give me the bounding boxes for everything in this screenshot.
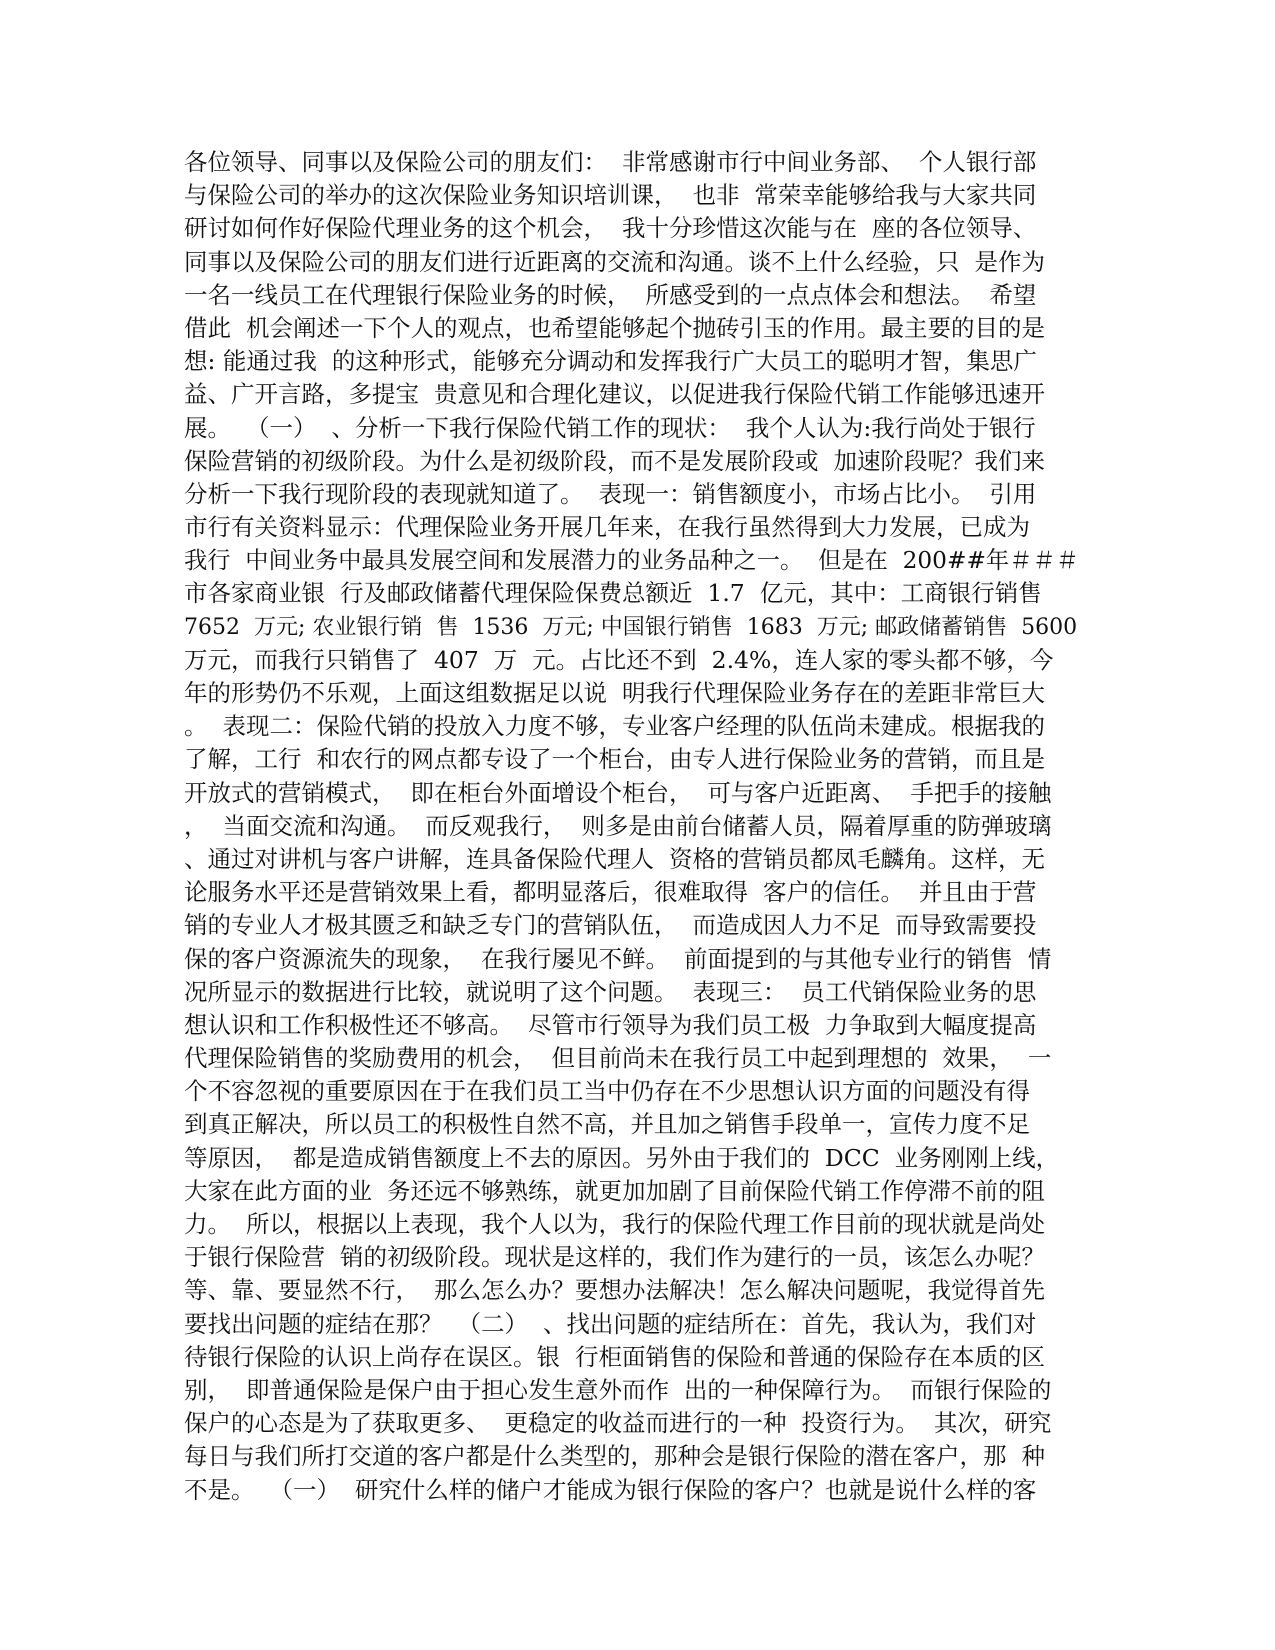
text-line: 要找出问题的症结在那？ （二） 、找出问题的症结所在：首先，我认为，我们对 (184, 1309, 1037, 1338)
text-line: 于银行保险营 销的初级阶段。现状是这样的，我们作为建行的一员，该怎么办呢？ (184, 1243, 1045, 1272)
text-line: ， 当面交流和沟通。 而反观我行， 则多是由前台储蓄人员，隔着厚重的防弹玻璃 (184, 811, 1052, 840)
text-line: 开放式的营销模式， 即在柜台外面增设个柜台， 可与客户近距离、 手把手的接触 (184, 778, 1052, 807)
text-line: 别， 即普通保险是保户由于担心发生意外而作 出的一种保障行为。 而银行保险的 (184, 1375, 1052, 1404)
text-line: 借此 机会阐述一下个人的观点，也希望能够起个抛砖引玉的作用。最主要的目的是 (184, 313, 1045, 342)
text-line: 况所显示的数据进行比较，就说明了这个问题。 表现三： 员工代销保险业务的思 (184, 977, 1037, 1006)
text-line: 等原因， 都是造成销售额度上不去的原因。另外由于我们的 DCC 业务刚刚上线， (184, 1143, 1060, 1172)
text-line: 想: 能通过我 的这种形式，能够充分调动和发挥我行广大员工的聪明才智，集思广 (184, 347, 1037, 376)
text-line: 7652 万元; 农业银行销 售 1536 万元; 中国银行销售 1683 万元; 邮政储蓄销售 5600 (184, 614, 1078, 640)
text-line: 想认识和工作积极性还不够高。 尽管市行领导为我们员工极 力争取到大幅度提高 (184, 1010, 1037, 1039)
text-line: 了解，工行 和农行的网点都专设了一个柜台，由专人进行保险业务的营销，而且是 (184, 745, 1045, 774)
text-line: 同事以及保险公司的朋友们进行近距离的交流和沟通。谈不上什么经验，只 是作为 (184, 247, 1045, 276)
text-line: 分析一下我行现阶段的表现就知道了。 表现一：销售额度小，市场占比小。 引用 (184, 479, 1037, 508)
text-line: 年的形势仍不乐观，上面这组数据足以说 明我行代理保险业务存在的差距非常巨大 (184, 679, 1045, 707)
text-line: 论服务水平还是营销效果上看，都明显落后，很难取得 客户的信任。 并且由于营 (184, 878, 1037, 907)
text-line: 保户的心态是为了获取更多、 更稳定的收益而进行的一种 投资行为。 其次，研究 (184, 1409, 1052, 1438)
text-line: 保险营销的初级阶段。为什么是初级阶段，而不是发展阶段或 加速阶段呢？我们来 (184, 446, 1045, 475)
text-line: 力。 所以，根据以上表现，我个人以为，我行的保险代理工作目前的现状就是尚处 (184, 1210, 1045, 1238)
text-line: 每日与我们所打交道的客户都是什么类型的，那种会是银行保险的潜在客户，那 种 (184, 1442, 1045, 1471)
text-line: 研讨如何作好保险代理业务的这个机会， 我十分珍惜这次能与在 座的各位领导、 (184, 214, 1037, 243)
text-line: 。 表现二：保险代销的投放入力度不够，专业客户经理的队伍尚未建成。根据我的 (184, 712, 1045, 741)
text-line: 展。 （一） 、分析一下我行保险代销工作的现状： 我个人认为:我行尚处于银行 (184, 413, 1036, 442)
text-line: 益、广开言路，多提宝 贵意见和合理化建议，以促进我行保险代销工作能够迅速开 (184, 380, 1045, 409)
text-line: 我行 中间业务中最具发展空间和发展潜力的业务品种之一。 但是在 200##年＃＃＃ (184, 547, 1079, 575)
text-line: 市行有关资料显示：代理保险业务开展几年来，在我行虽然得到大力发展，已成为 (184, 513, 1030, 542)
text-line: 大家在此方面的业 务还远不够熟练，就更加加剧了目前保险代销工作停滞不前的阻 (184, 1176, 1045, 1205)
text-line: 保的客户资源流失的现象， 在我行屡见不鲜。 前面提到的与其他专业行的销售 情 (184, 944, 1052, 973)
text-line: 不是。 （一） 研究什么样的储户才能成为银行保险的客户？也就是说什么样的客 (184, 1475, 1037, 1504)
text-line: 代理保险销售的奖励费用的机会， 但目前尚未在我行员工中起到理想的 效果， 一 (184, 1044, 1052, 1073)
text-line: 市各家商业银 行及邮政储蓄代理保险保费总额近 1.7 亿元，其中：工商银行销售 (184, 579, 1042, 608)
text-line: 待银行保险的认识上尚存在误区。银 行柜面销售的保险和普通的保险存在本质的区 (184, 1342, 1045, 1371)
text-line: 一名一线员工在代理银行保险业务的时候， 所感受到的一点点体会和想法。 希望 (184, 280, 1037, 309)
body-text (184, 146, 1084, 1507)
text-line: 到真正解决，所以员工的积极性自然不高，并且加之销售手段单一，宣传力度不足 (184, 1110, 1030, 1139)
text-line: 、通过对讲机与客户讲解，连具备保险代理人 资格的营销员都凤毛麟角。这样，无 (184, 844, 1045, 873)
text-line: 等、靠、要显然不行， 那么怎么办？要想办法解决！怎么解决问题呢，我觉得首先 (184, 1276, 1045, 1305)
text-line: 万元，而我行只销售了 407 万 元。占比还不到 2.4%，连人家的零头都不够，今 (184, 645, 1054, 674)
text-line: 各位领导、同事以及保险公司的朋友们： 非常感谢市行中间业务部、 个人银行部 (184, 148, 1037, 176)
text-line: 销的专业人才极其匮乏和缺乏专门的营销队伍， 而造成因人力不足 而导致需要投 (184, 911, 1037, 940)
text-line: 个不容忽视的重要原因在于在我们员工当中仍存在不少思想认识方面的问题没有得 (184, 1077, 1030, 1106)
text-line: 与保险公司的举办的这次保险业务知识培训课， 也非 常荣幸能够给我与大家共同 (184, 181, 1037, 210)
